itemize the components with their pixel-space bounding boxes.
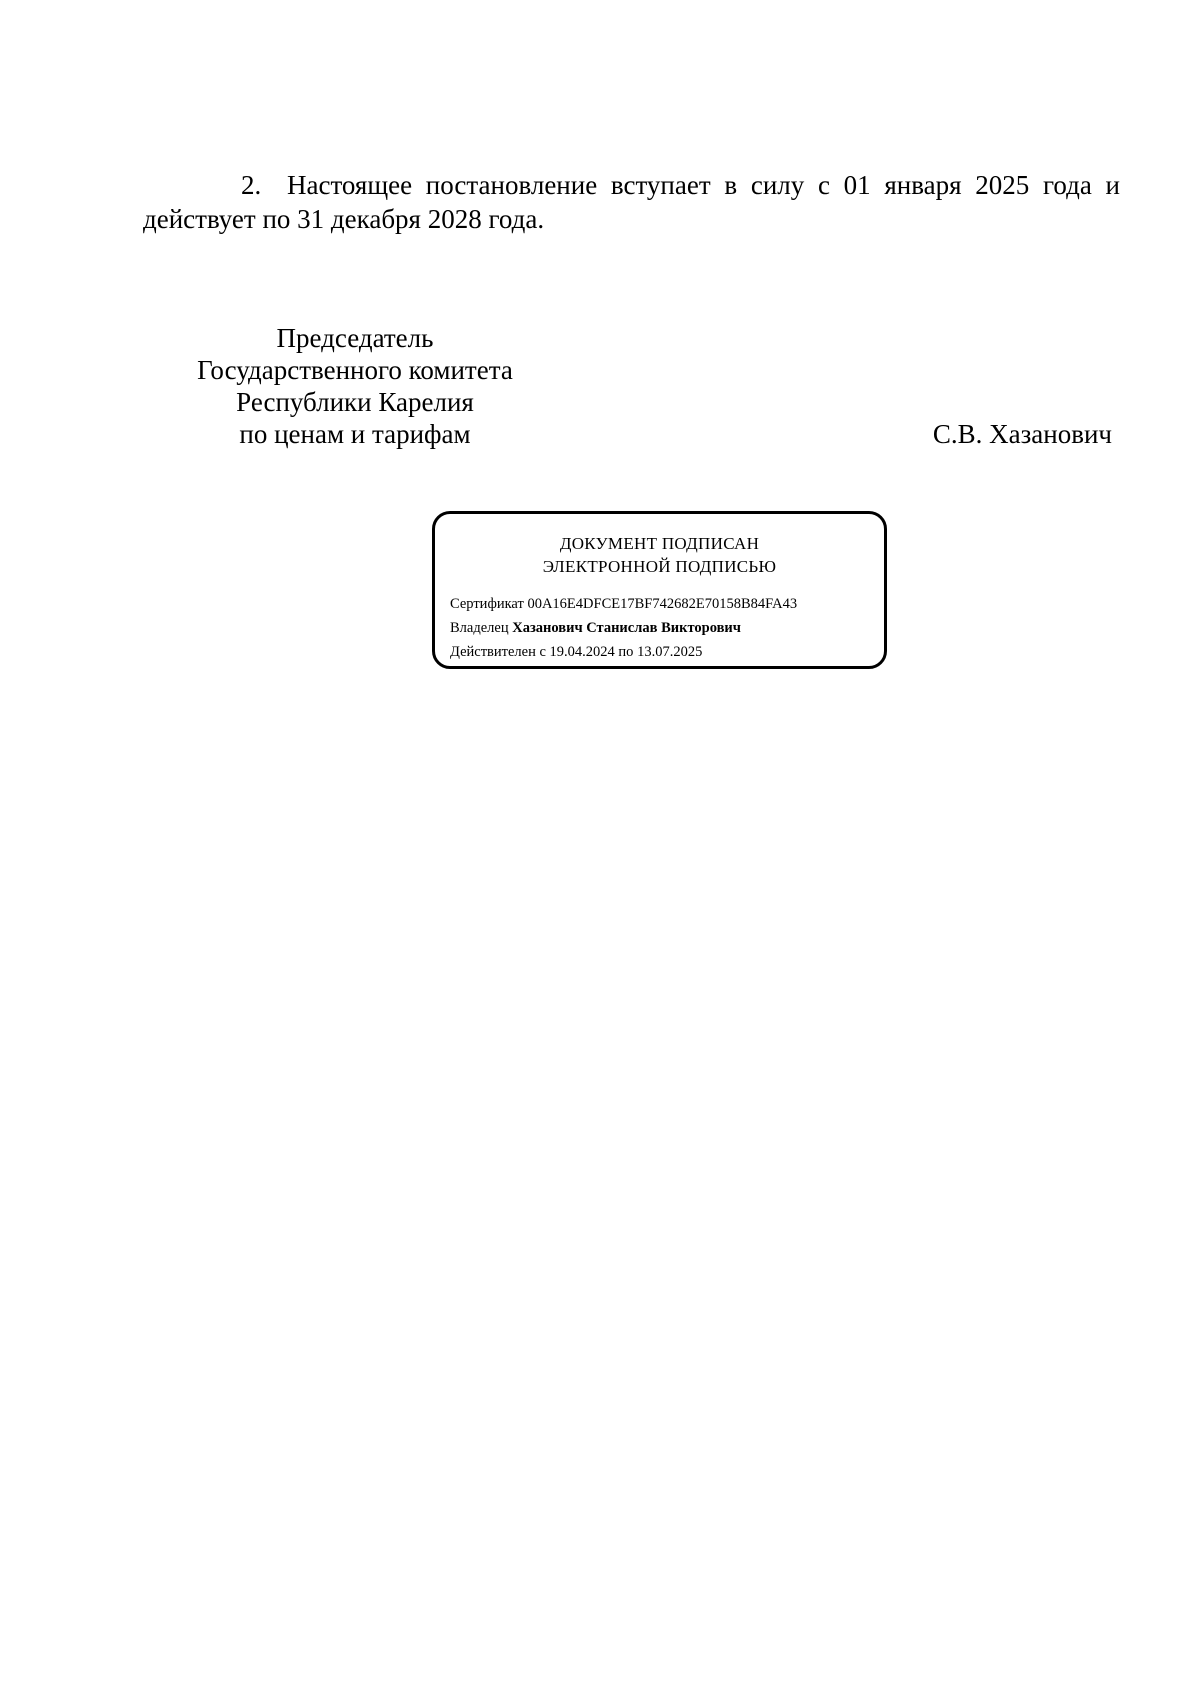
signer-name: С.В. Хазанович bbox=[932, 419, 1112, 449]
stamp-details bbox=[450, 592, 797, 664]
signer-position-line: Государственного комитета bbox=[197, 355, 513, 385]
signer-position-line: Республики Карелия bbox=[236, 387, 474, 417]
resolution-paragraph bbox=[143, 168, 1120, 236]
certificate-value: 00A16E4DFCE17BF742682E70158B84FA43 bbox=[527, 596, 798, 612]
owner-value: Хазанович Станислав Викторович bbox=[512, 620, 741, 636]
certificate-label: Сертификат bbox=[450, 596, 524, 612]
stamp-heading-line: ЭЛЕКТРОННОЙ ПОДПИСЬЮ bbox=[542, 557, 777, 576]
signer-position bbox=[160, 322, 550, 450]
owner-row bbox=[450, 616, 797, 640]
valid-label: Действителен bbox=[450, 644, 536, 660]
signer-position-line: Председатель bbox=[276, 323, 434, 353]
stamp-heading bbox=[435, 532, 884, 578]
validity-row bbox=[450, 640, 797, 664]
valid-from-date: 19.04.2024 bbox=[549, 644, 615, 660]
certificate-row bbox=[450, 592, 797, 616]
paragraph-text: Настоящее постановление вступает в силу с 01 января 2025 года и действует по 31 декабря 2028 года. bbox=[143, 170, 1120, 234]
signer-position-line: по ценам и тарифам bbox=[239, 419, 471, 449]
electronic-signature-stamp bbox=[432, 511, 887, 669]
owner-label: Владелец bbox=[450, 620, 509, 636]
valid-to-date: 13.07.2025 bbox=[637, 644, 703, 660]
stamp-heading-line: ДОКУМЕНТ ПОДПИСАН bbox=[559, 534, 760, 553]
valid-from-label: с bbox=[539, 644, 546, 660]
valid-to-label: по bbox=[618, 644, 634, 660]
paragraph-number: 2. bbox=[241, 170, 262, 200]
